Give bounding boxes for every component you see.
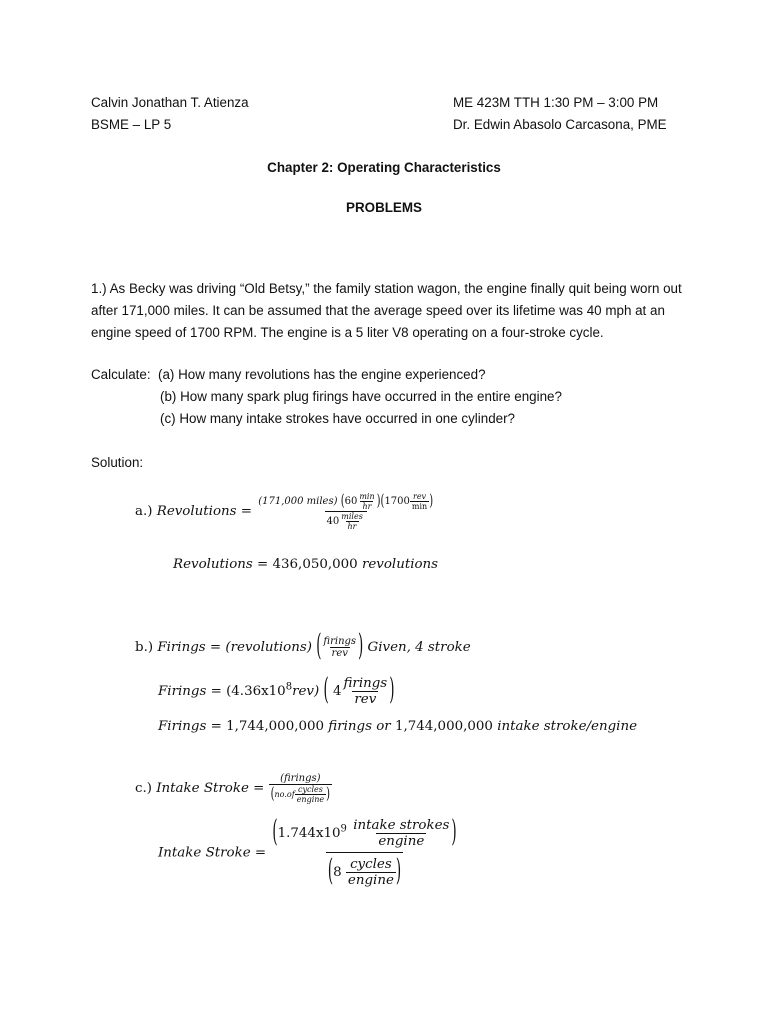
equation-b1: b.) Firings = (revolutions) ( $\frac{\text{firings}}{\text{rev}}$ ) Given, 4 stroke: [135, 631, 471, 664]
no-of: no.of: [274, 790, 295, 799]
firings-value: (4.36x10: [226, 684, 286, 699]
solution-label: Solution:: [91, 455, 144, 470]
part-c: (c) How many intake strokes have occurred in one cylinder?: [160, 411, 516, 426]
min-unit: min: [359, 492, 375, 501]
instructor: Dr. Edwin Abasolo Carcasona, PME: [453, 117, 667, 132]
chapter-title: Chapter 2: Operating Characteristics: [267, 160, 501, 175]
revolutions-result: Revolutions = 436,050,000 revolutions: [173, 557, 439, 572]
student-name: Calvin Jonathan T. Atienza: [91, 95, 249, 110]
engine-den: engine: [296, 795, 325, 804]
section-title: PROBLEMS: [346, 200, 422, 215]
rev-den: rev: [331, 648, 348, 659]
result-unit: revolutions: [361, 557, 439, 572]
den-miles-unit: miles: [341, 512, 363, 521]
intake-num: (firings): [280, 773, 321, 784]
intake-lhs: Intake Stroke: [156, 781, 249, 796]
firings-coef: 4: [332, 684, 342, 699]
intake-engine-den: engine: [378, 834, 425, 849]
intake-lhs-2: Intake Stroke: [158, 845, 251, 861]
firings-unit: rev): [292, 684, 320, 699]
rev-coef: 1700: [384, 496, 410, 507]
firings-total: 1,744,000,000: [226, 719, 325, 734]
result-lhs: Revolutions: [173, 557, 253, 572]
intake-total: 1,744,000,000: [394, 719, 493, 734]
intake-big-fraction: ($1.744x10^9$ $\frac{\text{intake strokes}}{\text{engine}}$ ) (8 $\frac{\text{cycles}}{\text{engine}}$ ): [272, 817, 457, 889]
program: BSME – LP 5: [91, 117, 172, 132]
label-a: a.): [135, 504, 153, 519]
cycles-coef: 8: [333, 865, 342, 880]
cycles-num-2: cycles: [350, 857, 392, 872]
firings-exp: 8: [285, 681, 293, 693]
firings-num: firings: [323, 636, 357, 647]
course-schedule: ME 423M TTH 1:30 PM – 3:00 PM: [453, 95, 659, 110]
miles-term: (171,000 miles): [258, 496, 338, 507]
revolutions-lhs: Revolutions: [156, 504, 237, 519]
firings-num-2: firings: [343, 676, 388, 691]
firings-or: firings or: [328, 719, 391, 734]
part-b: (b) How many spark plug firings have occurred in the entire engine?: [160, 389, 562, 404]
given-note: Given, 4 stroke: [367, 640, 471, 655]
part-a: (a) How many revolutions has the engine experienced?: [158, 367, 486, 382]
equation-c1: c.) Intake Stroke = (firings) (no.of $\frac{\text{cycles}}{\text{engine}}$ ): [135, 773, 331, 804]
min2-unit: min: [411, 502, 428, 511]
label-c: c.): [135, 781, 152, 796]
problem-text: 1.) As Becky was driving “Old Betsy,” the family station wagon, the engine finally quit being worn out after 171,000 miles. It can be assumed that the average speed over its lifetime was 40 mph at an engine speed of 1700 RPM. The engine is a 5 liter V8 operating on a four-stroke cycle.: [91, 281, 682, 340]
firings-lhs: Firings: [157, 640, 206, 655]
intake-coef: 1.744x10: [277, 826, 341, 841]
den-hr-unit: hr: [347, 522, 357, 531]
revolutions-fraction: (171,000 miles) (60 $\frac{\min}{hr}$ )(1700 $\frac{\text{rev}}{\min}$ ) 40 $\frac{\text{miles}}{hr}$: [258, 492, 434, 531]
firings-lhs-3: Firings: [158, 719, 207, 734]
revolutions-term: (revolutions): [225, 640, 312, 655]
equation-b2: Firings = $(4.36x10^8rev)$ ( 4 $\frac{\text{firings}}{\text{rev}}$ ): [158, 675, 395, 708]
engine-den-2: engine: [347, 873, 394, 888]
speed-coef: 40: [326, 516, 340, 527]
calculate-label: Calculate:: [91, 367, 151, 382]
hr-unit: hr: [362, 502, 372, 511]
problem-statement: [91, 278, 691, 344]
equation-a: a.) Revolutions = (171,000 miles) (60 $\frac{\min}{hr}$ )(1700 $\frac{\text{rev}}{\min}$ ) 40 $\frac{\text{miles}}{hr}$: [135, 492, 434, 531]
result-value: 436,050,000: [272, 557, 358, 572]
intake-unit: intake stroke/engine: [497, 719, 637, 734]
label-b: b.): [135, 640, 154, 655]
firings-lhs-2: Firings: [158, 684, 207, 699]
rev-unit: rev: [413, 492, 427, 501]
equation-b3: Firings = 1,744,000,000 firings or 1,744,000,000 intake stroke/engine: [158, 719, 637, 734]
min-coef: 60: [344, 496, 358, 507]
equation-c2: Intake Stroke = ($1.744x10^9$ $\frac{\text{intake strokes}}{\text{engine}}$ ) (8 $\frac{\text{cycles}}{\text{engine}}$ ): [158, 817, 457, 889]
intake-fraction: (firings) (no.of $\frac{\text{cycles}}{\text{engine}}$ ): [270, 773, 331, 804]
rev-den-2: rev: [354, 692, 377, 707]
intake-strokes-num: intake strokes: [353, 818, 450, 833]
cycles-num: cycles: [297, 785, 323, 794]
intake-exp: 9: [340, 823, 347, 835]
